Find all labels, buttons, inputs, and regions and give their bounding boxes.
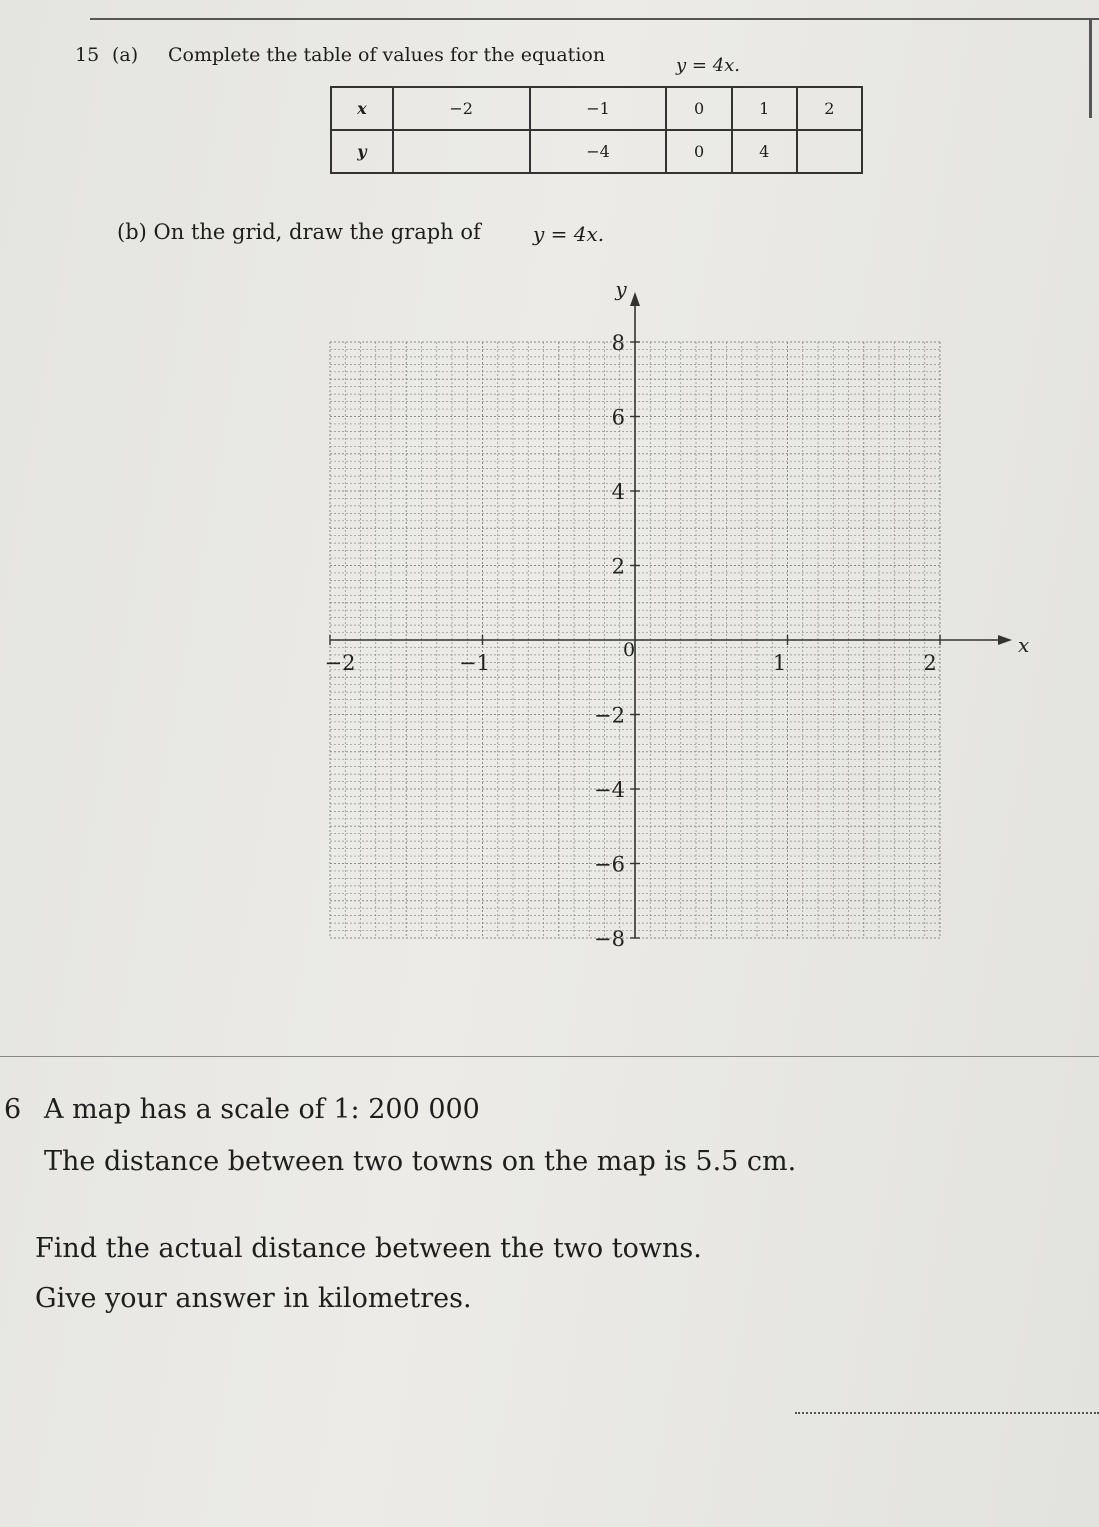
table-y-header: y: [331, 130, 393, 173]
y-axis-arrow: [630, 292, 640, 306]
question-divider: [0, 1056, 1099, 1057]
y-tick-label: 2: [611, 554, 625, 579]
part-b-equation: y = 4x.: [533, 222, 605, 246]
y-tick-label: −4: [594, 778, 625, 802]
coordinate-grid[interactable]: [300, 270, 1060, 960]
part-b-text: On the grid, draw the graph of: [153, 220, 481, 244]
paper-top-edge: [90, 0, 1099, 20]
table-x-cell: 2: [797, 87, 862, 130]
x-axis-arrow: [998, 635, 1012, 645]
paper-right-edge: [1089, 18, 1092, 118]
table-x-cell: −1: [530, 87, 667, 130]
y-tick-label: −6: [594, 852, 625, 877]
x-tick-label: 2: [923, 651, 937, 675]
y-axis-label: y: [615, 277, 627, 301]
table-y-cell-empty[interactable]: [393, 130, 530, 173]
table-y-cell-empty[interactable]: [797, 130, 862, 173]
table-y-cell: 0: [666, 130, 731, 173]
x-tick-label: −1: [459, 651, 490, 675]
question-16-instruction: Find the actual distance between the two towns.: [35, 1233, 702, 1264]
y-tick-label: −8: [594, 927, 625, 951]
y-tick-label: 4: [611, 480, 625, 504]
table-row-y: [331, 130, 862, 173]
origin-label: 0: [622, 639, 636, 661]
answer-line[interactable]: [795, 1412, 1099, 1414]
table-row-x: [331, 87, 862, 130]
table-y-cell: 4: [732, 130, 797, 173]
table-y-cell: −4: [530, 130, 667, 173]
table-x-cell: 1: [732, 87, 797, 130]
x-axis-label: x: [1018, 633, 1030, 657]
question-16-distance-text: The distance between two towns on the map is 5.5 cm.: [44, 1146, 797, 1177]
x-tick-label: −2: [324, 651, 356, 675]
y-tick-label: 6: [611, 405, 625, 430]
question-16-units-instruction: Give your answer in kilometres.: [35, 1283, 472, 1314]
tick-labels: [325, 277, 1030, 951]
part-b-label: (b): [117, 220, 147, 244]
part-a-label: (a): [112, 44, 139, 66]
y-tick-label: −2: [594, 703, 625, 728]
table-of-values: [330, 86, 863, 174]
table-x-header: x: [331, 87, 393, 130]
question-16-number: 6: [4, 1094, 22, 1125]
part-a-equation: y = 4x.: [676, 55, 741, 76]
part-a-prompt: Complete the table of values for the equation: [168, 44, 606, 66]
question-15-number: 15: [75, 44, 100, 66]
table-x-cell: 0: [666, 87, 731, 130]
question-16-scale-text: A map has a scale of 1: 200 000: [44, 1094, 480, 1125]
part-b-prompt: [117, 220, 481, 244]
y-tick-label: 8: [611, 331, 625, 355]
x-tick-label: 1: [772, 651, 787, 675]
table-x-cell: −2: [393, 87, 530, 130]
